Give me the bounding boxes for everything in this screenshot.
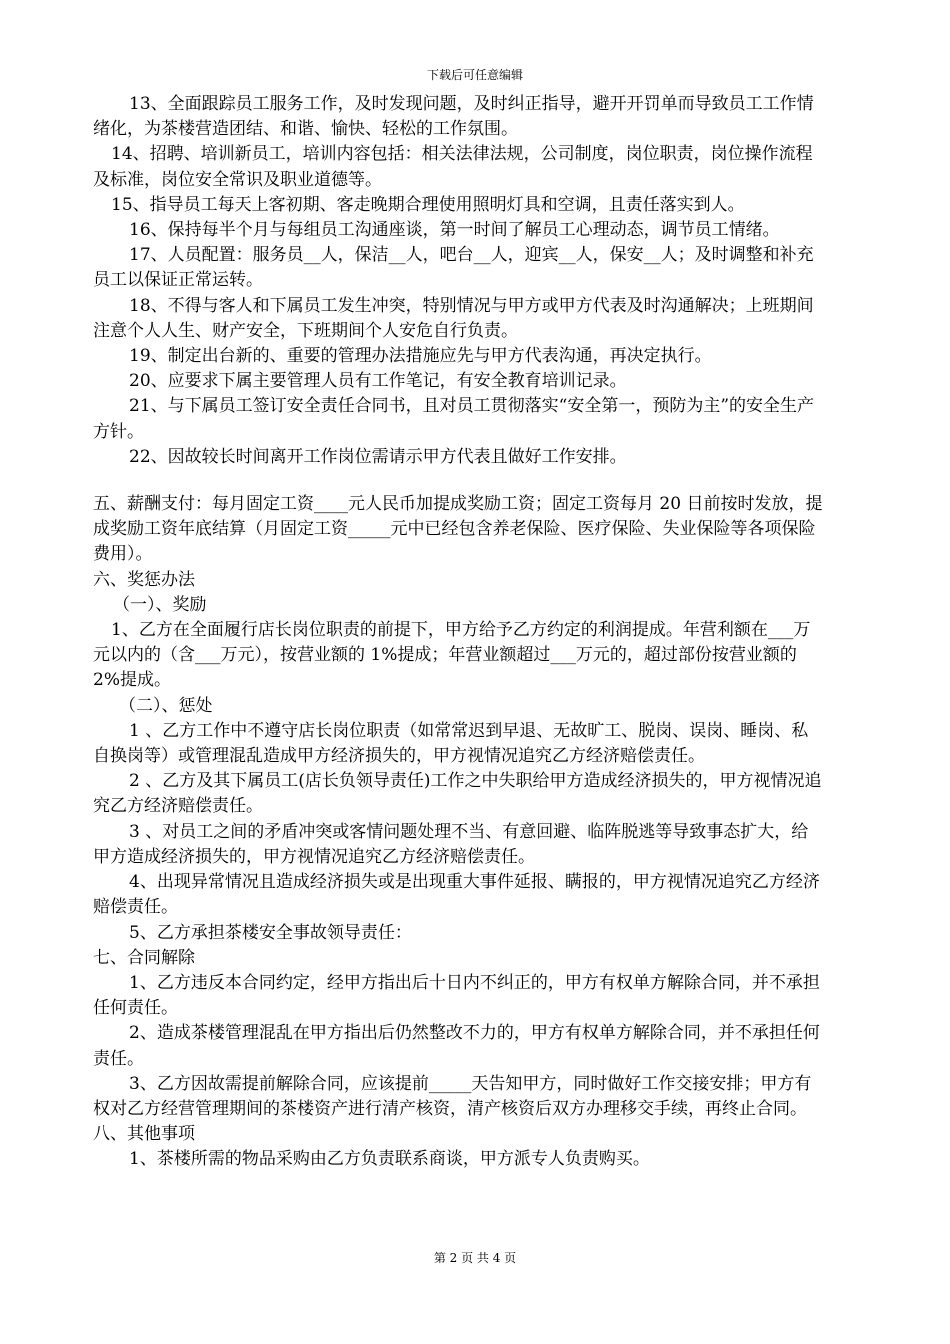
paragraph-15: 15、指导员工每天上客初期、客走晚期合理使用照明灯具和空调，且责任落实到人。 bbox=[111, 194, 745, 215]
paragraph-18: 18、不得与客人和下属员工发生冲突，特别情况与甲方或甲方代表及时沟通解决；上班期间注意个人人生、财产安全，下班期间个人安危自行负责。 bbox=[93, 295, 814, 341]
section-6-penalty-item-3: 3 、对员工之间的矛盾冲突或客情问题处理不当、有意回避、临阵脱逃等导致事态扩大，给甲方造成经济损失的，甲方视情况追究乙方经济赔偿责任。 bbox=[93, 821, 809, 867]
paragraph-22: 22、因故较长时间离开工作岗位需请示甲方代表且做好工作安排。 bbox=[129, 446, 627, 467]
section-8-item-1: 1、茶楼所需的物品采购由乙方负责联系商谈，甲方派专人负责购买。 bbox=[129, 1149, 650, 1170]
paragraph-20: 20、应要求下属主要管理人员有工作笔记，有安全教育培训记录。 bbox=[129, 371, 627, 392]
paragraph-21: 21、与下属员工签订安全责任合同书，且对员工贯彻落实“安全第一，预防为主”的安全生产方针。 bbox=[93, 396, 815, 442]
section-6-penalty-item-4: 4、出现异常情况且造成经济损失或是出现重大事件延报、瞒报的，甲方视情况追究乙方经济赔偿责任。 bbox=[93, 872, 820, 918]
section-7-item-3: 3、乙方因故需提前解除合同，应该提前_____天告知甲方，同时做好工作交接安排；甲方有权对乙方经营管理期间的茶楼资产进行清产核资，清产核资后双方办理移交手续，再终止合同。 bbox=[93, 1073, 812, 1119]
section-6-reward-heading: （一）、奖励 bbox=[113, 594, 207, 615]
page-footer: 第 2 页 共 4 页 bbox=[433, 1251, 517, 1265]
section-6-penalty-heading: （二）、惩处 bbox=[119, 695, 213, 716]
section-6-penalty-item-1: 1 、乙方工作中不遵守店长岗位职责（如常常迟到早退、无故旷工、脱岗、误岗、睡岗、私自换岗等）或管理混乱造成甲方经济损失的，甲方视情况追究乙方经济赔偿责任。 bbox=[93, 720, 809, 767]
paragraph-17: 17、人员配置：服务员__人，保洁__人，吧台__人，迎宾__人，保安__人；及时调整和补充员工以保证正常运转。 bbox=[93, 245, 814, 291]
section-spacer bbox=[93, 470, 823, 492]
section-6-penalty-item-2: 2 、乙方及其下属员工(店长负领导责任)工作之中失职给甲方造成经济损失的，甲方视情况追究乙方经济赔偿责任。 bbox=[93, 771, 822, 817]
section-7-heading: 七、合同解除 bbox=[93, 947, 195, 968]
document-body bbox=[93, 92, 823, 1173]
paragraph-19: 19、制定出台新的、重要的管理办法措施应先与甲方代表沟通，再决定执行。 bbox=[129, 346, 712, 367]
section-6-heading: 六、奖惩办法 bbox=[93, 569, 195, 590]
paragraph-14: 14、招聘、培训新员工，培训内容包括：相关法律法规，公司制度，岗位职责，岗位操作流程及标准，岗位安全常识及职业道德等。 bbox=[93, 144, 813, 190]
section-6-reward-item-1: 1、乙方在全面履行店长岗位职责的前提下，甲方给予乙方约定的利润提成。年营利额在___万元以内的（含___万元），按营业额的 1%提成；年营业额超过___万元的，超过部份按营业额的 2%提成。 bbox=[93, 620, 811, 691]
section-7-item-2: 2、造成茶楼管理混乱在甲方指出后仍然整改不力的，甲方有权单方解除合同，并不承担任何责任。 bbox=[93, 1023, 820, 1069]
paragraph-16: 16、保持每半个月与每组员工沟通座谈，第一时间了解员工心理动态，调节员工情绪。 bbox=[129, 220, 780, 241]
section-8-heading: 八、其他事项 bbox=[93, 1124, 195, 1145]
section-6-penalty-item-5: 5、乙方承担茶楼安全事故领导责任： bbox=[129, 922, 412, 943]
section-7-item-1: 1、乙方违反本合同约定，经甲方指出后十日内不纠正的，甲方有权单方解除合同，并不承担任何责任。 bbox=[93, 972, 820, 1019]
page-header: 下载后可任意编辑 bbox=[426, 68, 523, 82]
paragraph-13: 13、全面跟踪员工服务工作，及时发现问题，及时纠正指导，避开开罚单而导致员工工作情绪化，为茶楼营造团结、和谐、愉快、轻松的工作氛围。 bbox=[93, 94, 814, 140]
section-5-salary: 五、薪酬支付：每月固定工资____元人民币加提成奖励工资；固定工资每月 20 日前按时发放，提成奖励工资年底结算（月固定工资_____元中已经包含养老保险、医疗保险、失业保险等各项保险费用）。 bbox=[93, 494, 823, 565]
